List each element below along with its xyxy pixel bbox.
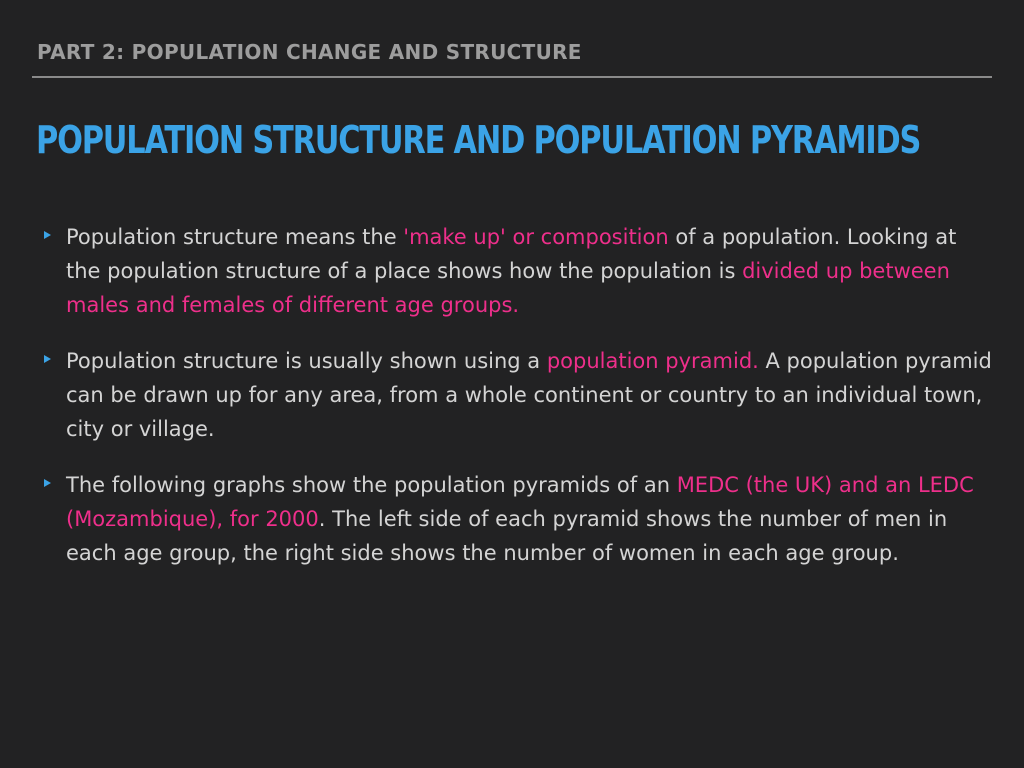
text-segment: The following graphs show the population pyramids of an [66,473,677,497]
bullet-item [0,344,1024,446]
bullet-text [66,344,996,446]
bullet-item [0,468,1024,570]
bullet-text [66,220,996,322]
highlighted-text-segment: 'make up' or composition [403,225,669,249]
triangle-right-icon [44,355,51,363]
bullet-list [0,220,1024,592]
triangle-right-icon [44,479,51,487]
slide-title: POPULATION STRUCTURE AND POPULATION PYRAMIDS [36,118,921,162]
text-segment: Population structure means the [66,225,404,249]
bullet-text [66,468,996,570]
highlighted-text-segment: population pyramid. [546,349,759,373]
text-segment: . The left side of each pyramid shows the number of men in each age group, the right side shows the number of women in each age group. [66,507,948,565]
text-segment: Population structure is usually shown using a [66,349,547,373]
header-divider [32,76,992,78]
highlighted-text-segment: divided up between males and females of different age groups. [66,259,950,317]
triangle-right-icon [44,231,51,239]
section-header: PART 2: POPULATION CHANGE AND STRUCTURE [37,40,582,64]
bullet-item [0,220,1024,322]
highlighted-text-segment: MEDC (the UK) and an LEDC (Mozambique), for 2000 [66,473,974,531]
text-segment: of a population. Looking at the population structure of a place shows how the population is [66,225,957,283]
text-segment: A population pyramid can be drawn up for any area, from a whole continent or country to an individual town, city or village. [66,349,992,441]
